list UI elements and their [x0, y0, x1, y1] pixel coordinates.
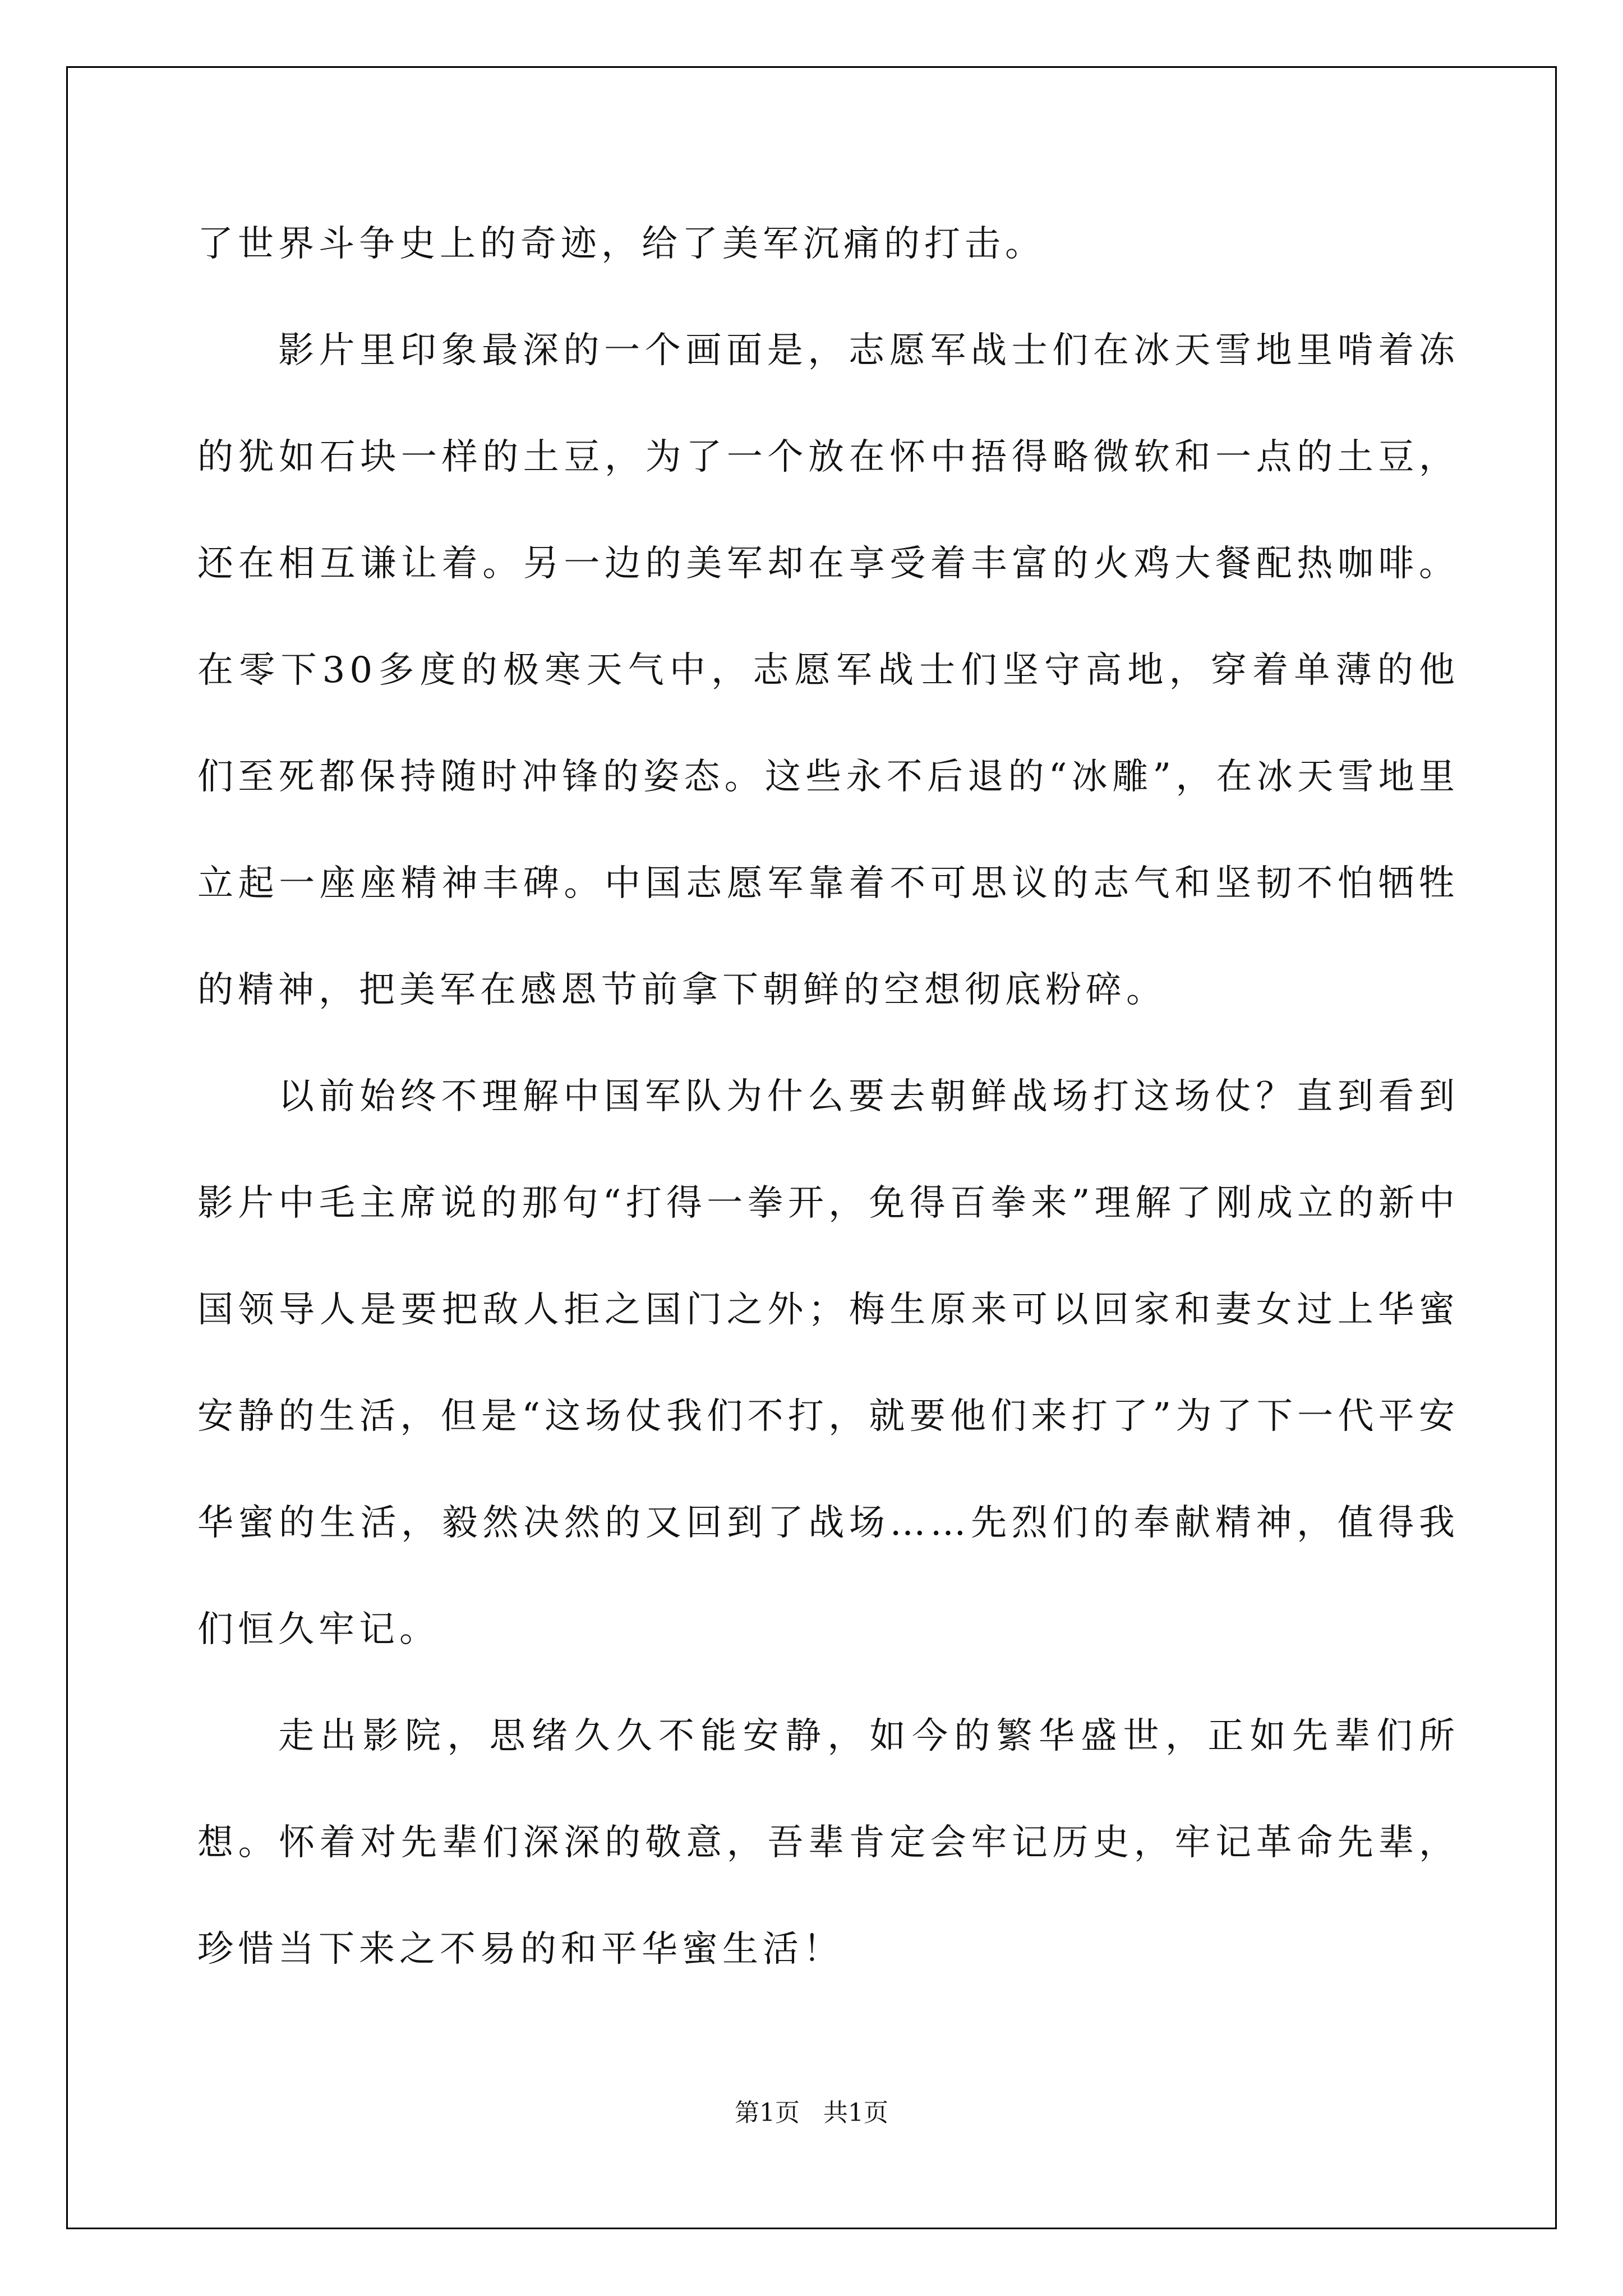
paragraph-1: 了世界斗争史上的奇迹，给了美军沉痛的打击。 [197, 223, 1045, 265]
document-body [197, 191, 1459, 2003]
paragraph-4: 走出影院，思绪久久不能安静，如今的繁华盛世，正如先辈们所想。怀着对先辈们深深的敬意，吾辈肯定会牢记历史，牢记革命先辈，珍惜当下来之不易的和平华蜜生活！ [197, 1715, 1459, 1970]
page-number-footer: 第1页 共1页 [735, 2099, 888, 2127]
paragraph-3: 以前始终不理解中国军队为什么要去朝鲜战场打这场仗？直到看到影片中毛主席说的那句“打得一拳开，免得百拳来”理解了刚成立的新中国领导人是要把敌人拒之国门之外；梅生原来可以回家和妻女过上华蜜安静的生活，但是“这场仗我们不打，就要他们来打了”为了下一代平安华蜜的生活，毅然决然的又回到了战场……先烈们的奉献精神，值得我们恒久牢记。 [197, 1076, 1459, 1650]
paragraph-2: 影片里印象最深的一个画面是，志愿军战士们在冰天雪地里啃着冻的犹如石块一样的土豆，为了一个放在怀中捂得略微软和一点的土豆，还在相互谦让着。另一边的美军却在享受着丰富的火鸡大餐配热咖啡。在零下30多度的极寒天气中，志愿军战士们坚守高地，穿着单薄的他们至死都保持随时冲锋的姿态。这些永不后退的“冰雕”，在冰天雪地里立起一座座精神丰碑。中国志愿军靠着不可思议的志气和坚韧不怕牺牲的精神，把美军在感恩节前拿下朝鲜的空想彻底粉碎。 [197, 330, 1459, 1011]
